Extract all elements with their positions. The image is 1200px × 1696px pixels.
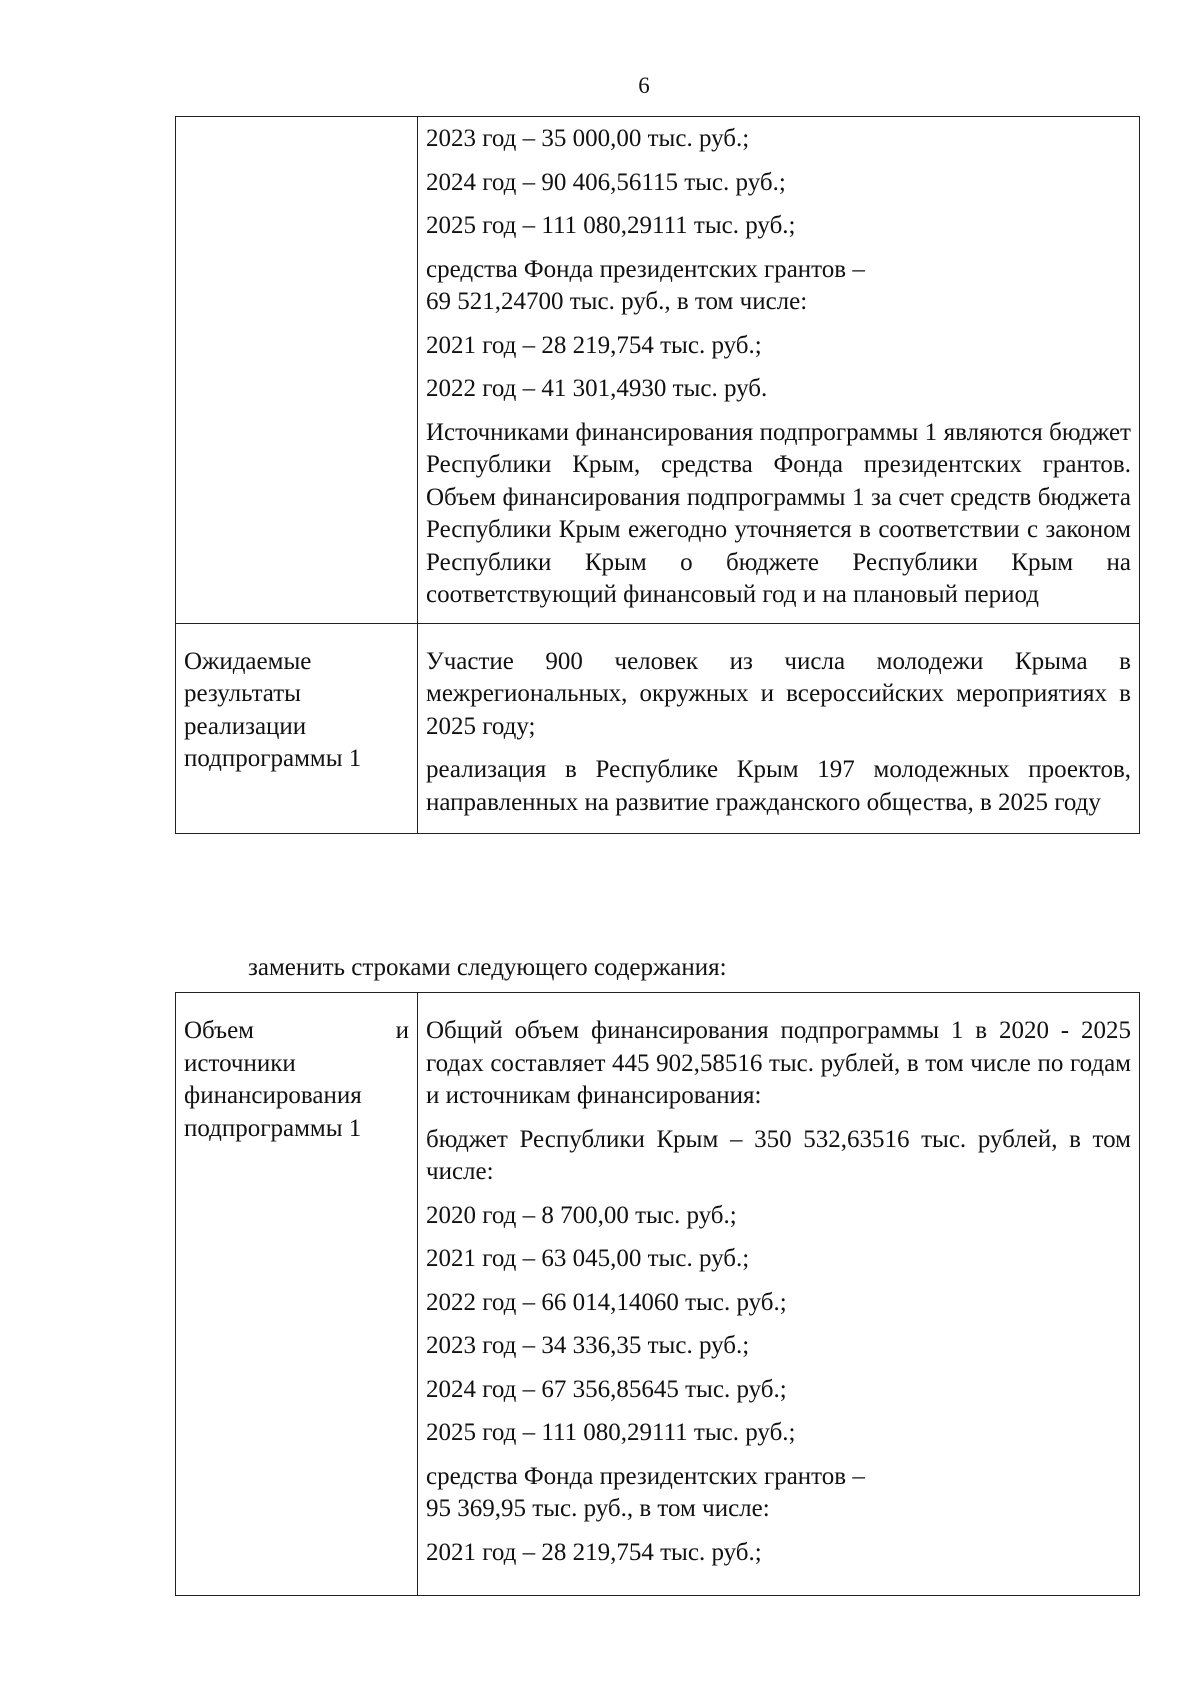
grants-fund-total: средства Фонда президентских грантов – 69 521,24700 тыс. руб., в том числе: xyxy=(426,255,865,315)
table-cell-label-financing xyxy=(176,993,418,1596)
passport-table-old xyxy=(175,116,1140,834)
budget-line-2024: 2024 год – 67 356,85645 тыс. руб.; xyxy=(426,1375,787,1403)
financing-label-first-line xyxy=(184,1015,409,1048)
financing-label-rest: источники финансирования подпрограммы 1 xyxy=(184,1049,362,1142)
financing-line-2024: 2024 год – 90 406,56115 тыс. руб.; xyxy=(426,168,786,196)
passport-table-new xyxy=(175,992,1140,1596)
result-projects: реализация в Республике Крым 197 молодежных проектов, направленных на развитие гражданского общества, в 2025 году xyxy=(426,756,1131,816)
financing-label-word: Объем xyxy=(184,1017,254,1044)
grants-fund-total-new: средства Фонда президентских грантов – 95 369,95 тыс. руб., в том числе: xyxy=(426,1462,865,1522)
grants-line-2022: 2022 год – 41 301,4930 тыс. руб. xyxy=(426,375,768,402)
table-row-financing-continued xyxy=(176,117,1140,624)
grants-line-2021-new: 2021 год – 28 219,754 тыс. руб.; xyxy=(426,1538,762,1566)
table-cell-financing-text xyxy=(418,117,1140,624)
page-number: 6 xyxy=(638,73,650,98)
table-row-financing-new xyxy=(176,993,1140,1596)
expected-results-label: Ожидаемые результаты реализации подпрограммы 1 xyxy=(184,647,362,772)
budget-line-2025: 2025 год – 111 080,29111 тыс. руб.; xyxy=(426,1419,796,1446)
budget-line-2022: 2022 год – 66 014,14060 тыс. руб.; xyxy=(426,1288,787,1316)
financing-label-conj: и xyxy=(395,1017,409,1044)
table-cell-financing-new-text xyxy=(418,993,1140,1596)
grants-line-2021: 2021 год – 28 219,754 тыс. руб.; xyxy=(426,331,762,359)
financing-sources-paragraph: Источниками финансирования подпрограммы 1 являются бюджет Республики Крым, средства Фонда президентских грантов. Объем финансирования подпрограммы 1 за счет средств бюджета Республики Крым ежегодно уточняется в соответствии с законом Республики Крым о бюджете Республики Крым на соответствующий финансовый год и на плановый период xyxy=(426,418,1131,608)
table-cell-label-expected-results xyxy=(176,623,418,834)
budget-line-2020: 2020 год – 8 700,00 тыс. руб.; xyxy=(426,1201,737,1229)
table-cell-expected-results-text xyxy=(418,623,1140,834)
total-financing-paragraph: Общий объем финансирования подпрограммы 1 в 2020 - 2025 годах составляет 445 902,58516 тыс. рублей, в том числе по годам и источникам финансирования: xyxy=(426,1017,1131,1109)
budget-line-2023: 2023 год – 34 336,35 тыс. руб.; xyxy=(426,1332,750,1359)
replacement-instruction: заменить строками следующего содержания: xyxy=(248,954,727,981)
table-cell-label-empty xyxy=(176,117,418,624)
financing-line-2025: 2025 год – 111 080,29111 тыс. руб.; xyxy=(426,212,796,239)
financing-line-2023: 2023 год – 35 000,00 тыс. руб.; xyxy=(426,125,750,152)
result-participation: Участие 900 человек из числа молодежи Крыма в межрегиональных, окружных и всероссийских мероприятиях в 2025 году; xyxy=(426,647,1131,740)
table-row-expected-results xyxy=(176,623,1140,834)
budget-line-2021: 2021 год – 63 045,00 тыс. руб.; xyxy=(426,1245,750,1272)
republic-budget-total: бюджет Республики Крым – 350 532,63516 тыс. рублей, в том числе: xyxy=(426,1125,1131,1185)
